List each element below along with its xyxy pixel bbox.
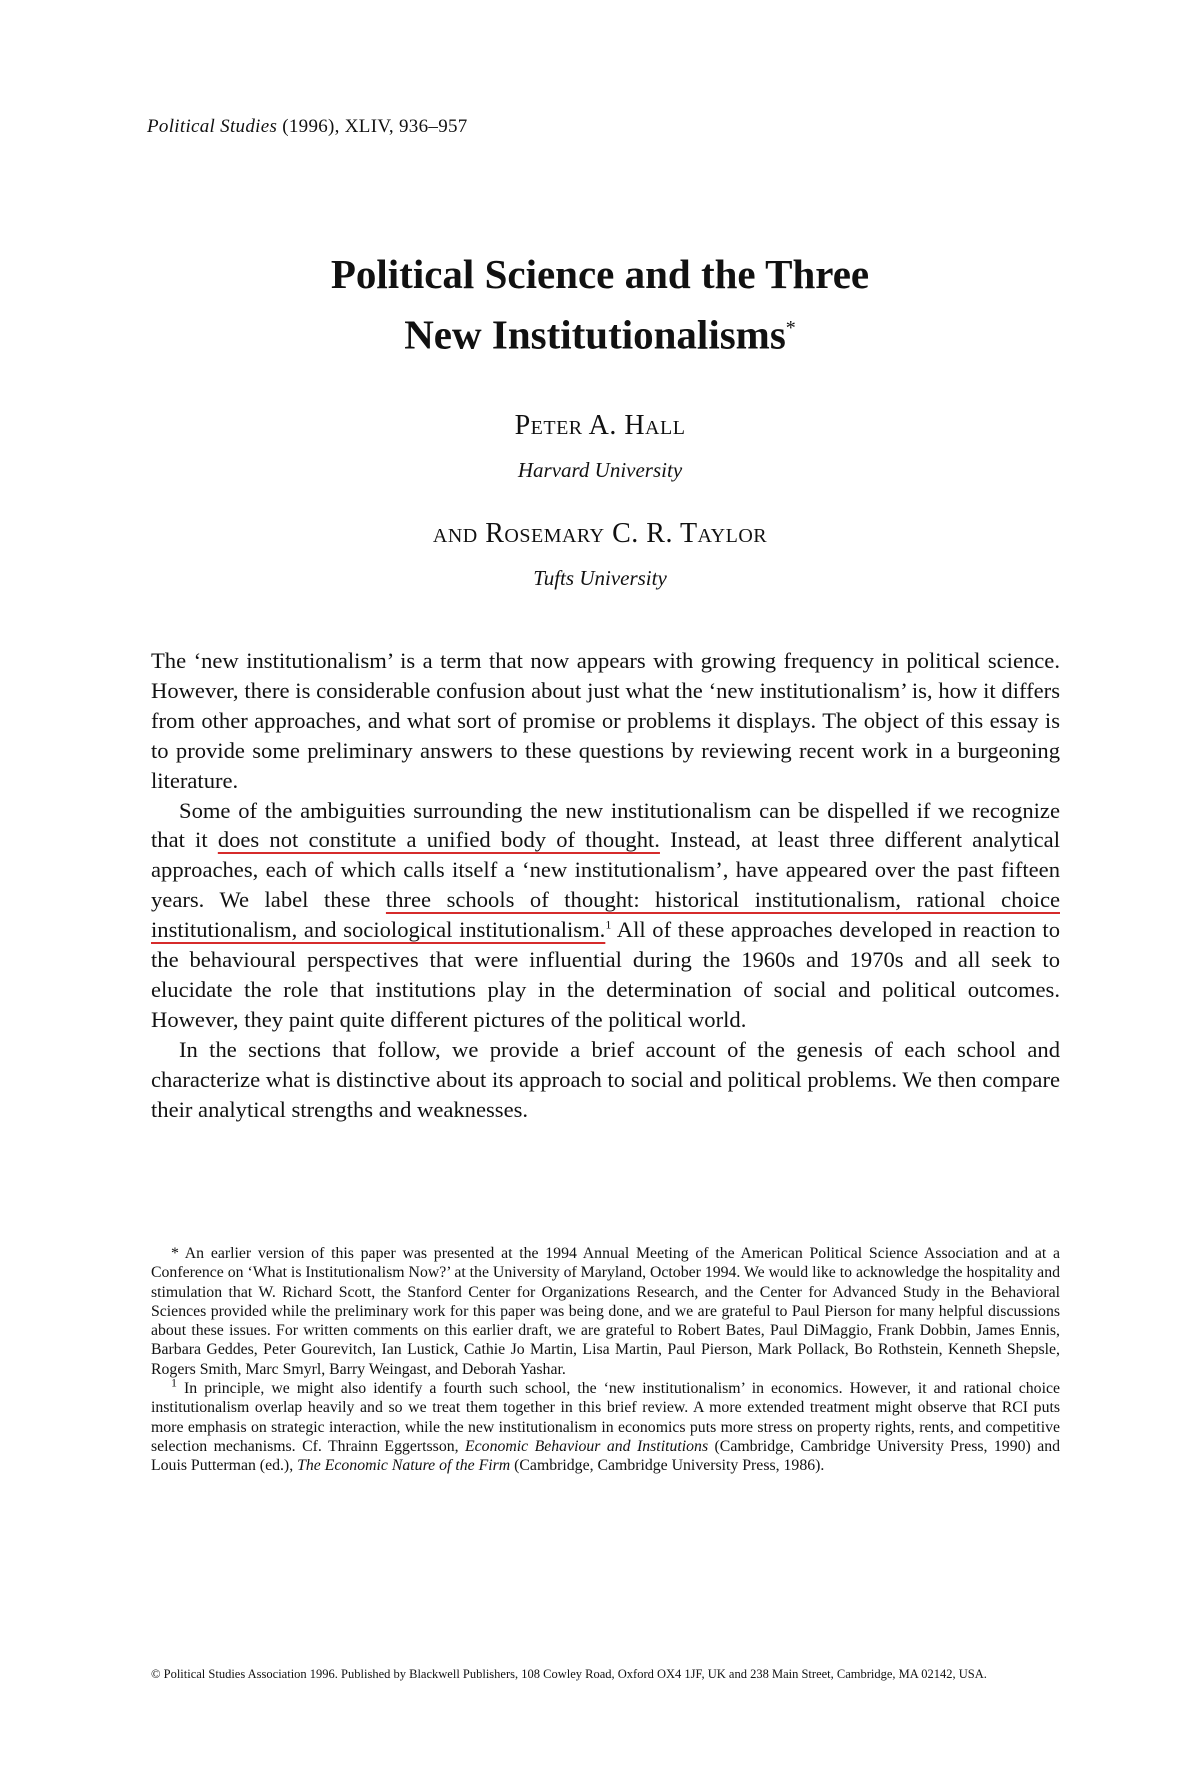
title-footnote-marker: *	[785, 317, 796, 339]
author-2-name: Rosemary C. R. Taylor	[485, 518, 768, 549]
highlighted-phrase-1: does not constitute a unified body of thought.	[217, 827, 660, 853]
footnote-1-marker: 1	[171, 1375, 177, 1390]
book-title-1: Economic Behaviour and Institutions	[465, 1437, 709, 1455]
footnote-ref-1[interactable]: 1	[605, 917, 612, 932]
footnotes	[151, 1244, 1060, 1476]
highlighted-phrase-2: three schools of thought: historical institutionalism, rational choice institutionalism, and sociological institutionalism.	[151, 887, 1060, 943]
journal-name: Political Studies	[147, 116, 278, 137]
footnote-1-text-a: In principle, we might also identify a fourth such school, the ‘new institutionalism’ in economics. However, it and rational choice institutionalism overlap heavily and so we treat them together in this brief review. A more extended treatment might observe that RCI puts more emphasis on strategic interaction, while the new institutionalism in economics puts more stress on property rights, rents, and competitive selection mechanisms. Cf. Thrainn Eggertsson,	[151, 1380, 1060, 1455]
para2-text-b: Instead, at least three different analytical approaches, each of which calls itself a ‘new institutionalism’, have appeared over the past fifteen years. We label these	[151, 827, 1060, 913]
book-title-2: The Economic Nature of the Firm	[297, 1457, 511, 1475]
paragraph-3: In the sections that follow, we provide a brief account of the genesis of each school and characterize what is distinctive about its approach to social and political problems. We then compare their analytical strengths and weaknesses.	[151, 1036, 1060, 1122]
footnote-1-text-c: (Cambridge, Cambridge University Press, 1986).	[510, 1457, 825, 1475]
footnote-1-text-b: (Cambridge, Cambridge University Press, 1990) and Louis Putterman (ed.),	[151, 1437, 1061, 1475]
footnote-star: * An earlier version of this paper was presented at the 1994 Annual Meeting of the American Political Science Association and at a Conference on ‘What is Institutionalism Now?’ at the University of Maryland, October 1994. We would like to acknowledge the hospitality and stimulation that W. Richard Scott, the Stanford Center for Organizations Research, and the Center for Advanced Study in the Behavioral Sciences provided while the preliminary work for this paper was being done, and we are grateful to Paul Pierson for many helpful discussions about these issues. For written comments on this earlier draft, we are grateful to Robert Bates, Paul DiMaggio, Frank Dobbin, James Ennis, Barbara Geddes, Peter Gourevitch, Ian Lustick, Cathie Jo Martin, Lisa Martin, Paul Pierson, Mark Pollack, Bo Rothstein, Kenneth Shepsle, Rogers Smith, Marc Smyrl, Barry Weingast, and Deborah Yashar.	[151, 1245, 1060, 1378]
copyright-notice: © Political Studies Association 1996. Published by Blackwell Publishers, 108 Cowley Road, Oxford OX4 1JF, UK and 238 Main Street, Cambridge, MA 02142, USA.	[151, 1667, 987, 1681]
footnote-1	[151, 1375, 1061, 1475]
author-1: Peter A. Hall	[514, 410, 686, 441]
author-2-prefix: and	[432, 518, 486, 549]
author-2	[0, 518, 1200, 550]
journal-citation: (1996), XLIV, 936–957	[277, 116, 468, 137]
author-1-affiliation: Harvard University	[517, 458, 683, 482]
para2-text-c: All of these approaches developed in reaction to the behavioural perspectives that were influential during the 1960s and 1970s and all seek to elucidate the role that institutions play in the determination of social and political outcomes. However, they paint quite different pictures of the political world.	[151, 917, 1060, 1032]
para2-text-a: Some of the ambiguities surrounding the new institutionalism can be dispelled if we recognize that it	[151, 797, 1060, 853]
title-line-1: Political Science and the Three	[330, 251, 870, 297]
running-head	[147, 116, 468, 138]
author-2-affiliation: Tufts University	[533, 566, 667, 590]
paragraph-2	[151, 796, 1060, 1035]
abstract-paragraph: The ‘new institutionalism’ is a term that now appears with growing frequency in political science. However, there is considerable confusion about just what the ‘new institutionalism’ is, how it differs from other approaches, and what sort of promise or problems it displays. The object of this essay is to provide some preliminary answers to these questions by reviewing recent work in a burgeoning literature.	[151, 648, 1060, 793]
body-text	[151, 646, 1060, 1125]
article-title	[0, 247, 1200, 362]
title-line-2: New Institutionalisms	[404, 311, 786, 358]
